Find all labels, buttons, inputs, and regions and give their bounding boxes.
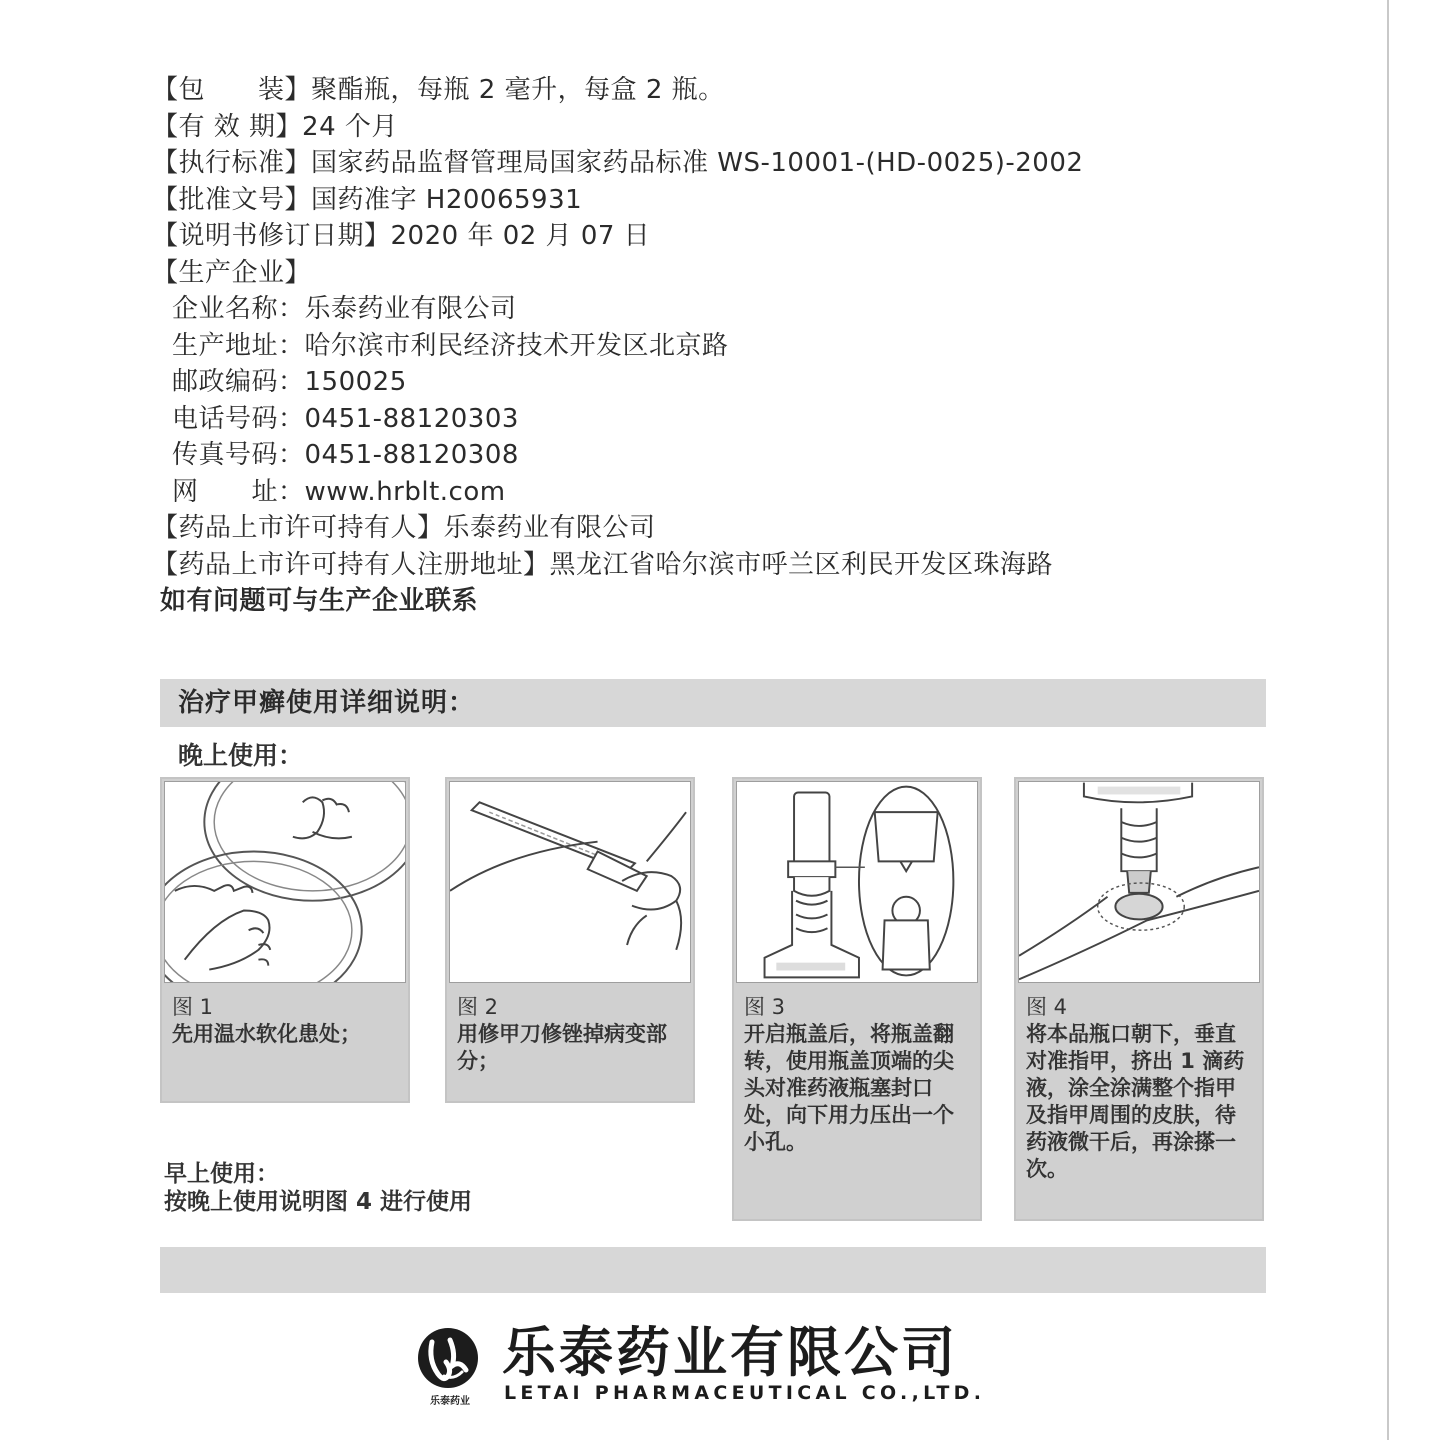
- info-line-approval: [152, 182, 1272, 219]
- page-edge-rule: [1387, 0, 1389, 1440]
- info-line-standard: [152, 145, 1272, 182]
- step-card-2: [445, 777, 695, 1103]
- logo-small-text: 乐泰药业: [430, 1396, 470, 1407]
- bottle-cap-icon: [737, 782, 977, 982]
- info-value: 国药准字 H20065931: [311, 184, 583, 215]
- info-key: 【包 装】: [152, 75, 312, 105]
- company-key: 生产地址：: [172, 330, 305, 361]
- soak-icon: [165, 782, 405, 982]
- nail-file-icon: [450, 782, 690, 982]
- info-key: 【执行标准】: [152, 148, 312, 178]
- company-key: 邮政编码：: [172, 367, 305, 397]
- company-value: 乐泰药业有限公司: [304, 294, 517, 324]
- info-line-shelf-life: [152, 109, 1272, 146]
- step-card-3: [732, 777, 982, 1221]
- usage-section-header: [160, 679, 1266, 727]
- company-name-en: LETAI PHARMACEUTICAL CO.,LTD.: [504, 1382, 986, 1404]
- info-key: 【说明书修订日期】: [152, 221, 391, 251]
- holder-value: 黑龙江省哈尔滨市呼兰区利民开发区珠海路: [549, 549, 1054, 580]
- step-card-1: [160, 777, 410, 1103]
- company-line-address: [152, 328, 1272, 365]
- company-line-name: [152, 291, 1272, 328]
- company-logo: [410, 1321, 1030, 1414]
- footer-divider-bar: [160, 1247, 1266, 1293]
- company-value: 0451-88120308: [304, 440, 519, 470]
- letai-logo-icon: [410, 1326, 486, 1390]
- company-key: 企业名称：: [172, 294, 305, 324]
- company-name-cn: 乐泰药业有限公司: [502, 1321, 958, 1384]
- holder-value: 乐泰药业有限公司: [443, 513, 656, 543]
- apply-illustration: [1018, 781, 1260, 983]
- company-value: 哈尔滨市利民经济技术开发区北京路: [304, 330, 729, 361]
- company-key: 传真号码：: [172, 440, 305, 470]
- info-value: 国家药品监督管理局国家药品标准 WS-10001-(HD-0025)-2002: [311, 148, 1084, 178]
- company-value: 150025: [304, 367, 407, 397]
- step-number: 图 4: [1026, 995, 1068, 1019]
- info-value: 2020 年 02 月 07 日: [390, 221, 651, 251]
- step-number: 图 1: [172, 995, 214, 1019]
- holder-key: 【药品上市许可持有人注册地址】: [152, 549, 550, 580]
- product-info-block: [152, 72, 1272, 620]
- holder-key: 【药品上市许可持有人】: [152, 513, 444, 543]
- info-line-revision-date: [152, 218, 1272, 255]
- step-description: 用修甲刀修锉掉病变部分；: [457, 1022, 667, 1073]
- info-value: 聚酯瓶，每瓶 2 毫升，每盒 2 瓶。: [311, 75, 725, 105]
- morning-text: 按晚上使用说明图 4 进行使用: [164, 1189, 473, 1215]
- step-number: 图 3: [744, 995, 786, 1019]
- step-card-4: [1014, 777, 1264, 1221]
- step-description: 将本品瓶口朝下，垂直对准指甲，挤出 1 滴药液，涂全涂满整个指甲及指甲周围的皮肤，待药液微干后，再涂搽一次。: [1026, 1022, 1245, 1181]
- company-line-website: [152, 474, 1272, 511]
- info-value: 24 个月: [302, 111, 398, 142]
- pierce-illustration: [736, 781, 978, 983]
- company-line-phone: [152, 401, 1272, 438]
- morning-usage: [164, 1160, 472, 1216]
- company-value: 0451-88120303: [304, 403, 519, 434]
- company-key: 电话号码：: [172, 403, 305, 434]
- apply-drop-icon: [1019, 782, 1259, 982]
- company-key: 网 址：: [172, 476, 305, 507]
- morning-title: 早上使用：: [164, 1161, 279, 1187]
- info-key: 【有 效 期】: [152, 111, 303, 142]
- holder-line-name: [152, 510, 1272, 547]
- holder-line-address: [152, 547, 1272, 584]
- company-value: www.hrblt.com: [304, 476, 506, 507]
- evening-label: 晚上使用：: [178, 741, 304, 770]
- company-line-postcode: [152, 364, 1272, 401]
- info-line-manufacturer: [152, 255, 1272, 292]
- company-line-fax: [152, 437, 1272, 474]
- info-line-packaging: [152, 72, 1272, 109]
- soak-illustration: [164, 781, 406, 983]
- step-description: 开启瓶盖后，将瓶盖翻转，使用瓶盖顶端的尖头对准药液瓶塞封口处，向下用力压出一个小孔。: [744, 1022, 954, 1154]
- info-key: 【批准文号】: [152, 184, 312, 215]
- contact-note: 如有问题可与生产企业联系: [160, 586, 479, 616]
- step-number: 图 2: [457, 995, 499, 1019]
- file-illustration: [449, 781, 691, 983]
- info-key: 【生产企业】: [152, 257, 312, 288]
- step-description: 先用温水软化患处；: [172, 1022, 361, 1046]
- section-title: 治疗甲癣使用详细说明：: [178, 688, 476, 718]
